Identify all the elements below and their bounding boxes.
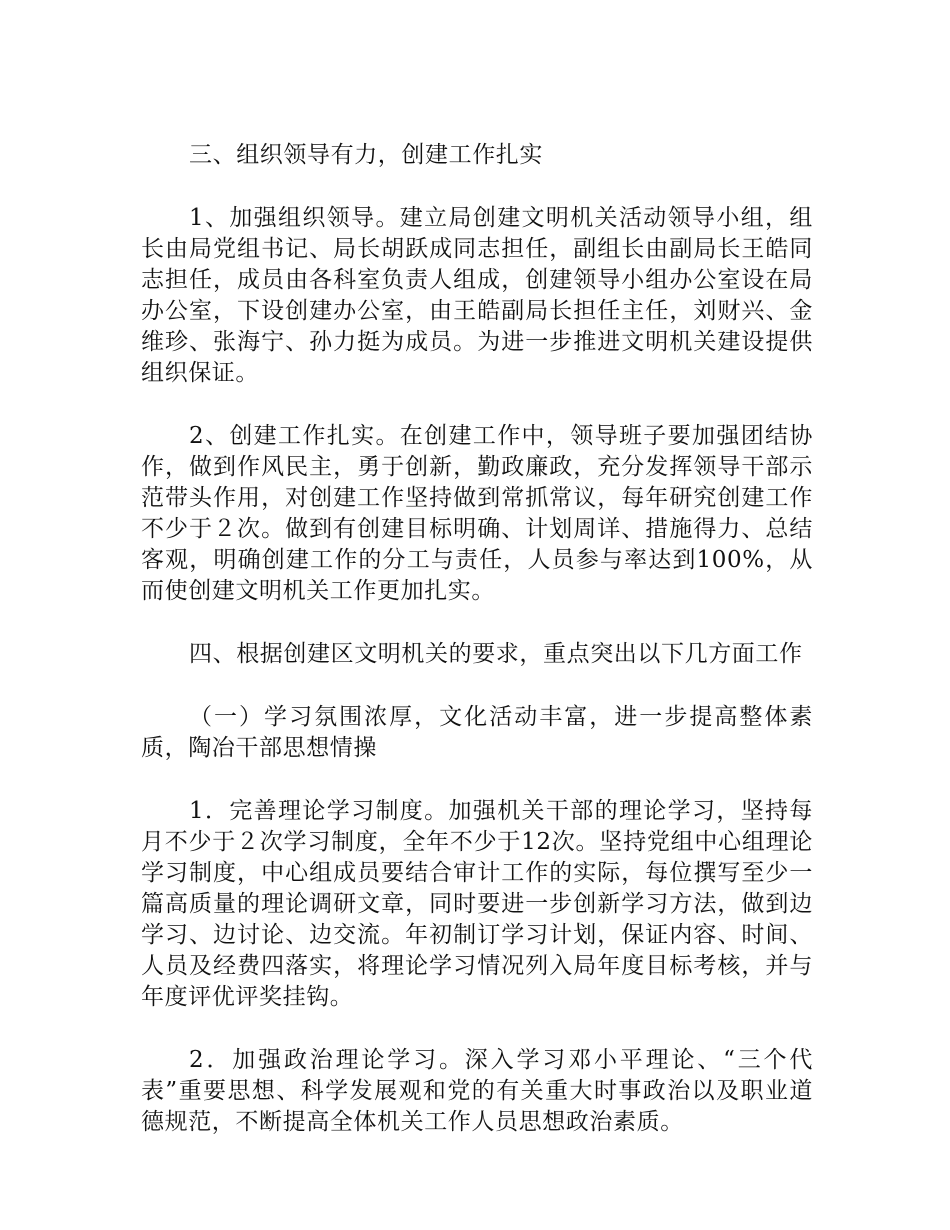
paragraph-political-theory-study: 2．加强政治理论学习。深入学习邓小平理论、“三个代表”重要思想、科学发展观和党的有关重大时事政治以及职业道德规范，不断提高全体机关工作人员思想政治素质。 bbox=[141, 1047, 813, 1135]
section-heading-4: 四、根据创建区文明机关的要求，重点突出以下几方面工作 bbox=[189, 641, 803, 667]
section-heading-3: 三、组织领导有力，创建工作扎实 bbox=[189, 142, 543, 168]
paragraph-organization-leadership: 1、加强组织领导。建立局创建文明机关活动领导小组，组长由局党组书记、局长胡跃成同志担任，副组长由副局长王皓同志担任，成员由各科室负责人组成，创建领导小组办公室设在局办公室，下设创建办公室，由王皓副局长担任主任，刘财兴、金维珍、张海宁、孙力挺为成员。为进一步推进文明机关建设提供组织保证。 bbox=[141, 205, 813, 386]
document-body bbox=[141, 140, 813, 1170]
paragraph-solid-work: 2、创建工作扎实。在创建工作中，领导班子要加强团结协作，做到作风民主，勇于创新，勤政廉政，充分发挥领导干部示范带头作用，对创建工作坚持做到常抓常议，每年研究创建工作不少于２次。做到有创建目标明确、计划周详、措施得力、总结客观，明确创建工作的分工与责任，人员参与率达到100%，从而使创建文明机关工作更加扎实。 bbox=[141, 423, 813, 604]
paragraph-theory-study-system: 1．完善理论学习制度。加强机关干部的理论学习，坚持每月不少于２次学习制度，全年不少于12次。坚持党组中心组理论学习制度，中心组成员要结合审计工作的实际，每位撰写至少一篇高质量的理论调研文章，同时要进一步创新学习方法，做到边学习、边讨论、边交流。年初制订学习计划，保证内容、时间、人员及经费四落实，将理论学习情况列入局年度目标考核，并与年度评优评奖挂钩。 bbox=[141, 798, 813, 1010]
subsection-heading-1: （一）学习氛围浓厚，文化活动丰富，进一步提高整体素质，陶冶干部思想情操 bbox=[141, 704, 813, 761]
